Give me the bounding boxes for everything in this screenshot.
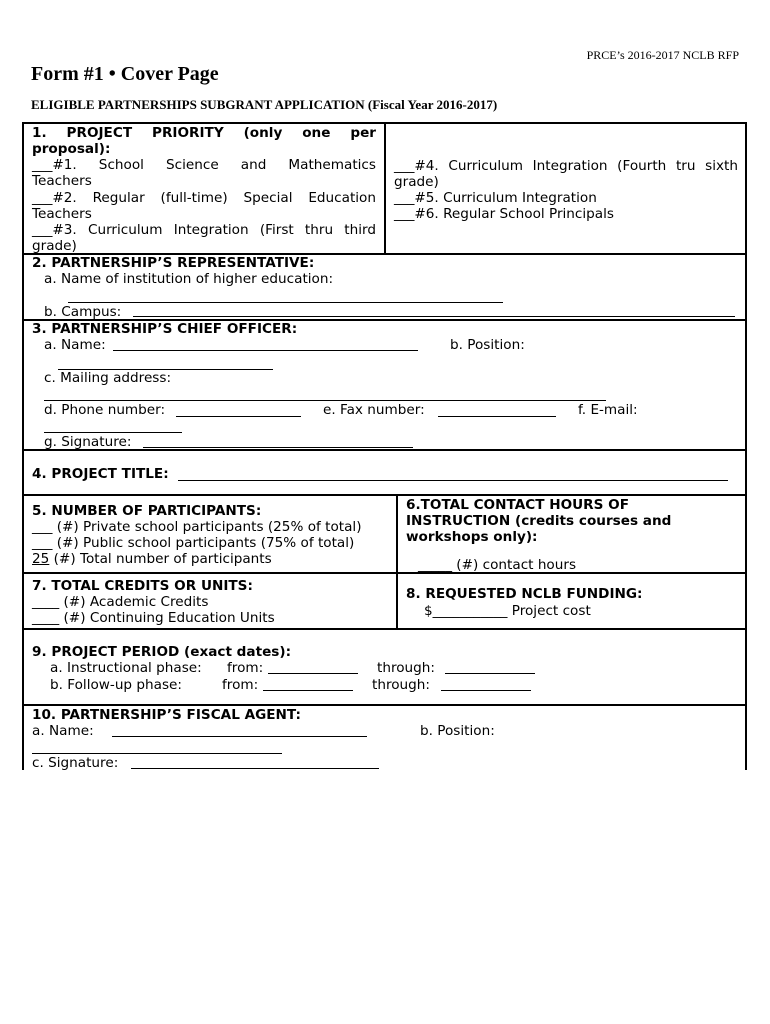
s2-heading: 2. PARTNERSHIP’S REPRESENTATIVE: [32, 255, 315, 271]
priority-option-1-cont: Teachers [32, 173, 92, 189]
s1-heading-cont: proposal): [32, 141, 111, 157]
instructional-from-input[interactable] [268, 660, 358, 674]
fiscal-agent-position-input[interactable] [32, 740, 282, 754]
priority-option-4-cont: grade) [394, 174, 439, 190]
instructional-through-input[interactable] [445, 660, 535, 674]
mailing-address-label: c. Mailing address: [44, 370, 172, 386]
priority-option-6[interactable]: ___#6. Regular School Principals [394, 206, 614, 222]
s7-heading: 7. TOTAL CREDITS OR UNITS: [32, 578, 253, 594]
s9-heading: 9. PROJECT PERIOD (exact dates): [32, 644, 292, 660]
s5-heading: 5. NUMBER OF PARTICIPANTS: [32, 503, 262, 519]
project-title-input[interactable] [178, 467, 728, 481]
continuing-education-units[interactable]: ____ (#) Continuing Education Units [32, 610, 275, 626]
phone-input[interactable] [176, 403, 301, 417]
s6-heading-cont2: workshops only): [406, 529, 538, 545]
priority-option-3[interactable]: ___#3. Curriculum Integration (First thru third [32, 222, 376, 238]
priority-option-3-cont: grade) [32, 238, 77, 254]
s10-heading: 10. PARTNERSHIP’S FISCAL AGENT: [32, 707, 301, 723]
rule-s10 [22, 704, 747, 706]
priority-option-1[interactable]: ___#1. School Science and Mathematics [32, 157, 376, 173]
project-cost[interactable]: $___________ Project cost [424, 603, 591, 619]
form-subtitle: ELIGIBLE PARTNERSHIPS SUBGRANT APPLICATION (Fiscal Year 2016-2017) [31, 97, 498, 112]
academic-credits[interactable]: ____ (#) Academic Credits [32, 594, 209, 610]
officer-signature-label: g. Signature: [44, 434, 132, 450]
follow-up-phase-label: b. Follow-up phase: [50, 677, 182, 693]
s8-heading: 8. REQUESTED NCLB FUNDING: [406, 586, 643, 602]
form-title: Form #1 • Cover Page [31, 63, 219, 85]
officer-signature-input[interactable] [143, 434, 413, 448]
s1-heading: 1. PROJECT PRIORITY (only one per [32, 125, 376, 141]
instructional-from-label: from: [227, 660, 264, 676]
rule-s5 [22, 494, 747, 496]
campus-input[interactable] [133, 303, 735, 317]
divider-s7 [396, 574, 398, 630]
priority-option-4[interactable]: ___#4. Curriculum Integration (Fourth tru sixth [394, 158, 738, 174]
public-participants[interactable]: ___ (#) Public school participants (75% of total) [32, 535, 355, 551]
follow-up-from-label: from: [222, 677, 259, 693]
fiscal-agent-name-label: a. Name: [32, 723, 94, 739]
s6-heading-cont: INSTRUCTION (credits courses and [406, 513, 672, 529]
rule-s7 [22, 572, 747, 574]
phone-label: d. Phone number: [44, 402, 166, 418]
fiscal-agent-name-input[interactable] [112, 723, 367, 737]
campus-label: b. Campus: [44, 304, 122, 320]
priority-option-2-cont: Teachers [32, 206, 92, 222]
fiscal-agent-position-label: b. Position: [420, 723, 495, 739]
follow-up-through-input[interactable] [441, 677, 531, 691]
total-participants[interactable] [32, 551, 272, 567]
instructional-phase-label: a. Instructional phase: [50, 660, 202, 676]
rfp-reference: PRCE’s 2016-2017 NCLB RFP [586, 48, 739, 62]
priority-option-2[interactable]: ___#2. Regular (full-time) Special Education [32, 190, 376, 206]
email-label: f. E-mail: [578, 402, 638, 418]
project-title-label: 4. PROJECT TITLE: [32, 466, 169, 482]
instructional-through-label: through: [377, 660, 435, 676]
priority-option-5[interactable]: ___#5. Curriculum Integration [394, 190, 597, 206]
officer-name-input[interactable] [113, 337, 418, 351]
officer-name-label: a. Name: [44, 337, 106, 353]
email-input[interactable] [44, 419, 182, 433]
officer-position-input[interactable] [58, 356, 273, 370]
divider-s1 [384, 124, 386, 254]
institution-input[interactable] [68, 289, 503, 303]
follow-up-through-label: through: [372, 677, 430, 693]
fiscal-agent-signature-input[interactable] [131, 755, 379, 769]
fax-input[interactable] [438, 403, 556, 417]
mailing-address-input[interactable] [44, 387, 606, 401]
total-participants-value: 25 [32, 551, 50, 567]
fax-label: e. Fax number: [323, 402, 425, 418]
follow-up-from-input[interactable] [263, 677, 353, 691]
rule-s9 [22, 628, 747, 630]
fiscal-agent-signature-label: c. Signature: [32, 755, 119, 771]
s3-heading: 3. PARTNERSHIP’S CHIEF OFFICER: [32, 321, 298, 337]
s6-heading: 6.TOTAL CONTACT HOURS OF [406, 497, 630, 513]
total-participants-label: (#) Total number of participants [49, 551, 272, 567]
private-participants[interactable]: ___ (#) Private school participants (25% of total) [32, 519, 362, 535]
divider-s5 [396, 496, 398, 574]
officer-position-label: b. Position: [450, 337, 525, 353]
institution-label: a. Name of institution of higher education: [44, 271, 334, 287]
contact-hours[interactable]: _____ (#) contact hours [418, 557, 577, 573]
